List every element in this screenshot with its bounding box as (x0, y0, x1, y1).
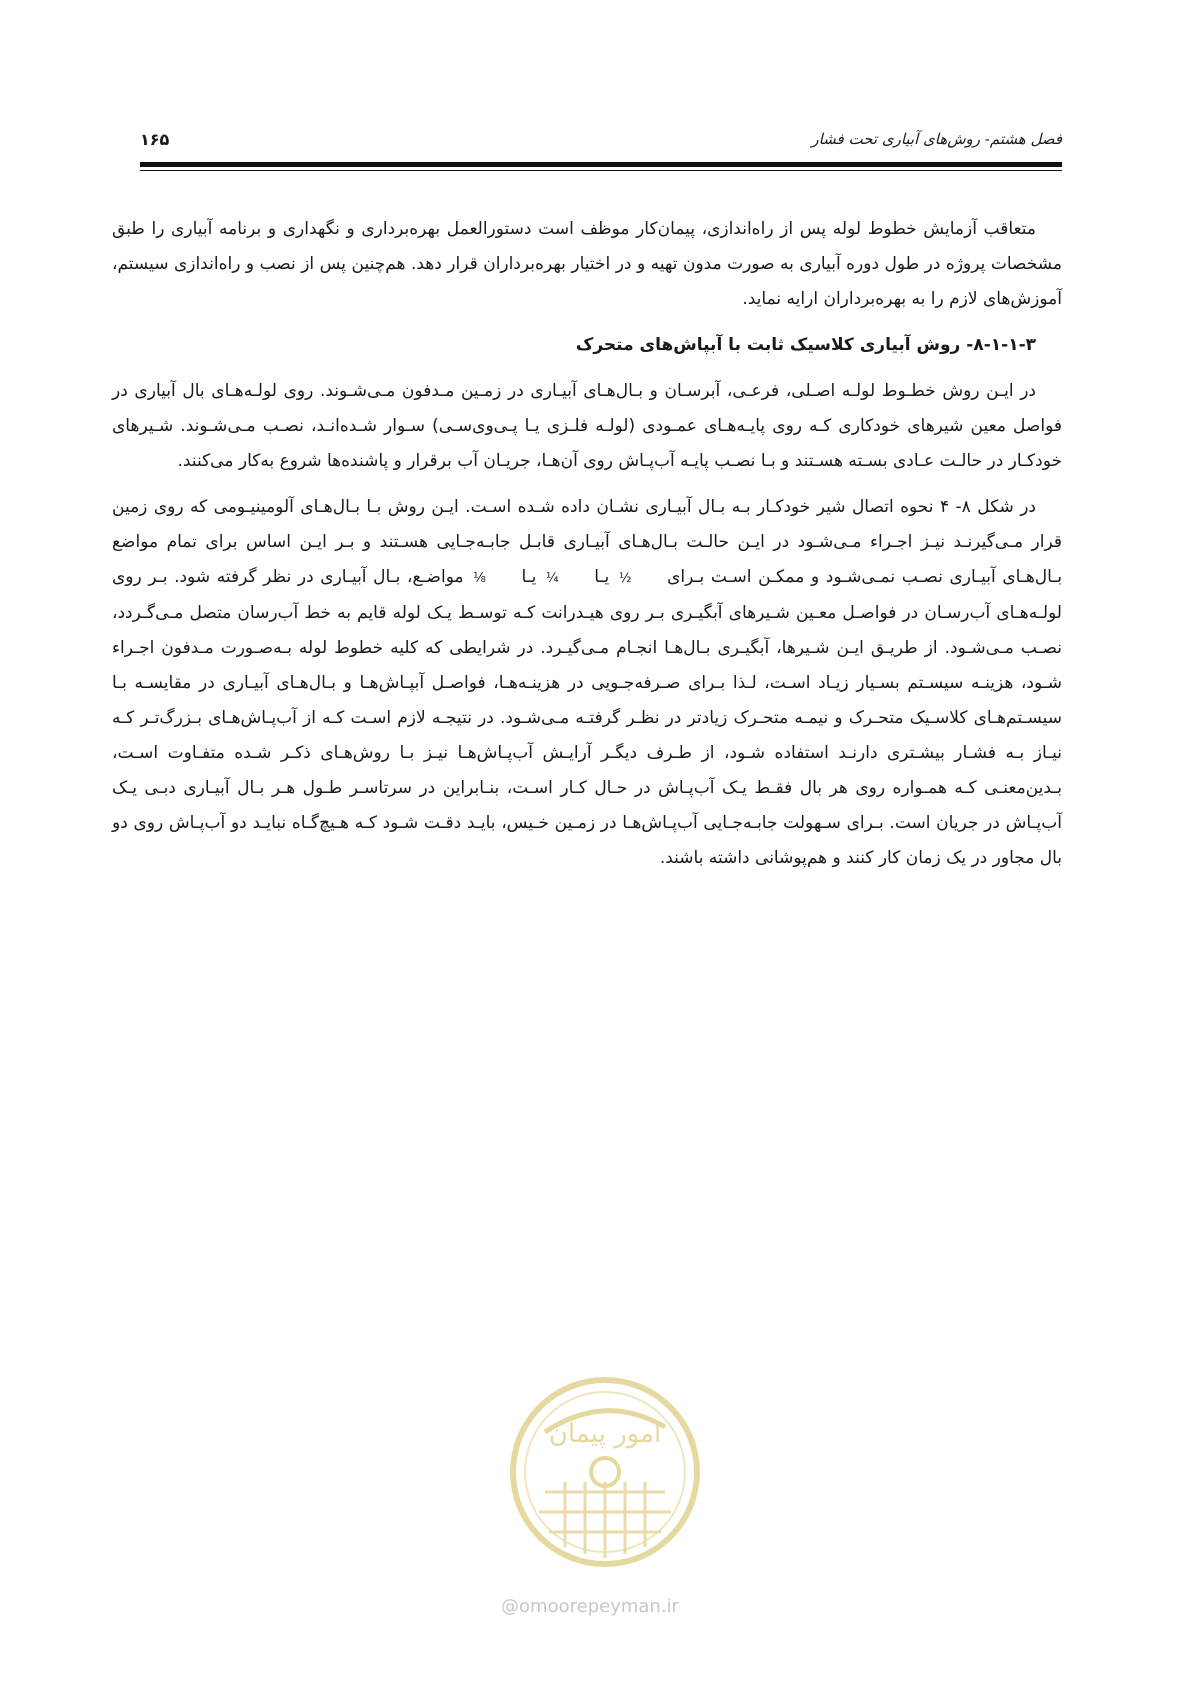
paragraph-details (112, 490, 1062, 876)
section-heading: ۸-۱-۱-۳- روش آبیاری کلاسیک ثابت با آبپاش‌های متحرک (575, 335, 1036, 355)
page-header (140, 126, 1062, 160)
paragraph-testing: متعاقب آزمایش خطوط لوله پس از راه‌اندازی، پیمان‌کار موظف است دستورالعمل بهره‌برداری و نگهداری و برنامه آبیاری را طبق مشخصات پروژه در طول دوره آبیاری به صورت مدون تهیه و در اختیار بهره‌برداران قرار دهد. هم‌چنین پس از نصب و راه‌اندازی سیستم، آموزش‌های لازم را به بهره‌برداران ارایه نماید. (112, 219, 1062, 309)
watermark-logo (505, 1372, 705, 1572)
or-word-2: یـا (521, 567, 537, 587)
main-content (112, 212, 1062, 887)
chapter-title: فصل هشتم- روش‌های آبیاری تحت فشار (811, 130, 1062, 148)
header-rule-thick (140, 162, 1062, 167)
page-number: ۱۶۵ (140, 130, 170, 149)
fraction-half: ½ (618, 571, 632, 586)
or-word-1: یـا (594, 567, 610, 587)
paragraph-details-after: مواضـع، بـال آبیـاری در نظر گرفته شود. بـر روی لولـه‌هـای آب‌رسـان در فواصـل معـین شـیرهای آبگیـری بـر روی هیـدرانت کـه توسـط یـک لوله قایم به خط آب‌رسان متصل مـی‌گـردد، نصـب مـی‌شـود. از طریـق ایـن شـیرها، آبگیـری بـال‌هـا انجـام مـی‌گیـرد. در شرایطی که کلیه خطوط لوله بـه‌صـورت مـدفون اجـراء شـود، هزینـه سیسـتم بسـیار زیـاد اسـت، لـذا بـرای صـرفه‌جـویی در هزینـه‌هـا، فواصـل آبپـاش‌هـا و بـال‌هـای آبیـاری در مقایسـه بـا سیسـتم‌هـای کلاسـیک متحـرک و نیمـه متحـرک زیادتر در نظـر گرفتـه مـی‌شـود. در نتیجـه لازم اسـت کـه از آب‌پـاش‌هـای بـزرگ‌تـر کـه نیـاز بـه فشـار بیشـتری دارنـد استفاده شـود، از طـرف دیگـر آرایـش آب‌پـاش‌هـا نیـز بـا روش‌هـای ذکـر شـده متفـاوت اسـت، بـدین‌معنـی کـه همـواره روی هر بال فقـط یـک آب‌پـاش در حـال کـار اسـت، بنـابراین در سرتاسـر طـول هـر بـال آبیـاری دبـی یـک آب‌پـاش در جریان است. بـرای سـهولت جابـه‌جـایی آب‌پـاش‌هـا در زمـین خـیس، بایـد دقـت شـود کـه هـیچ‌گـاه نبایـد دو آب‌پـاش روی دو بال مجاور در یک زمان کار کنند و هم‌پوشانی داشته باشند. (112, 567, 1062, 868)
header-rule-thin (140, 170, 1062, 171)
fraction-eighth: ⅛ (473, 571, 486, 586)
fraction-quarter: ¼ (546, 571, 559, 586)
paragraph-method: در ایـن روش خطـوط لولـه اصـلی، فرعـی، آبرسـان و بـال‌هـای آبیـاری در زمـین مـدفون مـی‌شـوند. روی لولـه‌هـای بال آبیاری در فواصل معین شیرهای خودکاری کـه روی پایـه‌هـای عمـودی (لولـه فلـزی یـا پـی‌وی‌سـی) سـوار شـده‌انـد، نصـب مـی‌شـوند. شـیرهای خودکـار در حالـت عـادی بسـته هسـتند و بـا نصـب پایـه آب‌پـاش روی آن‌هـا، جریـان آب برقرار و پاشنده‌ها شروع به‌کار می‌کنند. (112, 381, 1062, 471)
paragraph-details-before: در شکل ۸- ۴ نحوه اتصال شیر خودکـار بـه بـال آبیـاری نشـان داده شـده اسـت. ایـن روش بـا بـال‌هـای آلومینیـومی که روی زمین قرار مـی‌گیرنـد نیـز اجـراء مـی‌شـود در ایـن حالـت بـال‌هـای آبیـاری قابـل جابـه‌جـایی هسـتند و بـر ایـن اساس برای تمام مواضع بـال‌هـای آبیـاری نصـب نمـی‌شـود و ممکـن اسـت بـرای (112, 497, 1063, 587)
watermark-logo-text: امور پیمان (548, 1419, 662, 1449)
watermark-url: @omoorepeyman.ir (501, 1596, 679, 1617)
watermark-seal-icon (505, 1372, 705, 1572)
